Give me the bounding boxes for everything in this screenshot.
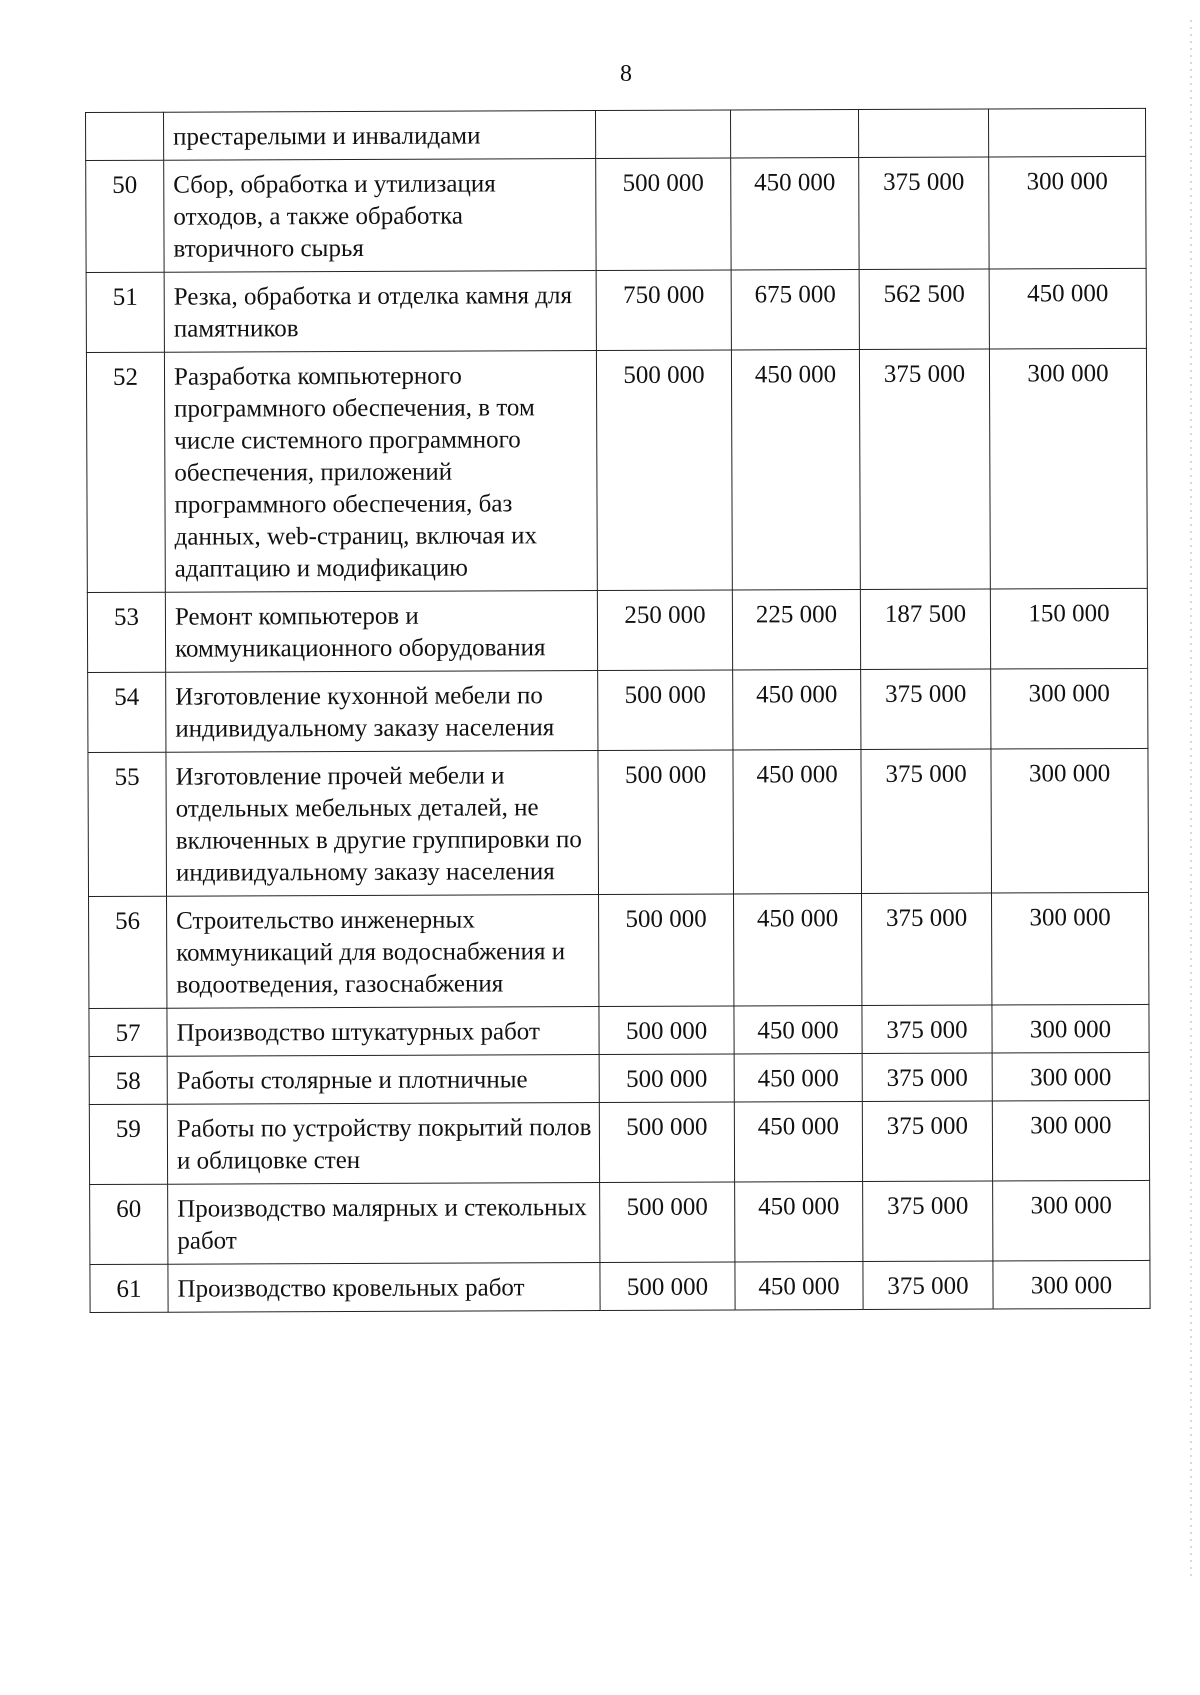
amount-cell-3: 375 000 <box>861 669 991 749</box>
amount-cell-1: 500 000 <box>600 1182 735 1263</box>
amount-cell-4: 300 000 <box>991 748 1149 893</box>
amount-cell-1: 500 000 <box>598 750 734 895</box>
amount-cell-3: 375 000 <box>862 1101 992 1181</box>
table-row <box>89 892 1149 1008</box>
amount-cell-2: 450 000 <box>734 1006 862 1054</box>
row-number-cell: 55 <box>88 752 167 896</box>
amount-cell-4: 300 000 <box>993 1260 1150 1309</box>
amount-cell-2: 450 000 <box>731 350 860 590</box>
activity-description-cell: Изготовление прочей мебели и отдельных мебельных деталей, не включенных в другие группировки по индивидуальному заказу населения <box>166 751 599 897</box>
activity-description-cell: Производство штукатурных работ <box>167 1007 599 1057</box>
table-row <box>88 748 1149 896</box>
amount-cell-3: 375 000 <box>862 893 992 1005</box>
activity-description-cell: Ремонт компьютеров и коммуникационного оборудования <box>165 591 597 673</box>
row-number-cell: 50 <box>86 160 164 272</box>
amount-cell-2: 225 000 <box>732 590 860 670</box>
scan-edge-artifact <box>1190 20 1192 1580</box>
table-row <box>89 1100 1149 1184</box>
row-number-cell <box>86 112 164 160</box>
amount-cell-4: 450 000 <box>989 268 1146 349</box>
amount-cell-3: 375 000 <box>859 349 990 589</box>
tariff-table <box>85 108 1151 1313</box>
amount-cell-2: 450 000 <box>734 1102 862 1182</box>
row-number-cell: 60 <box>90 1184 168 1264</box>
amount-cell-1: 500 000 <box>596 350 732 591</box>
amount-cell-3: 187 500 <box>860 589 990 669</box>
amount-cell-4: 300 000 <box>992 1004 1149 1053</box>
activity-description-cell: Изготовление кухонной мебели по индивидуальному заказу населения <box>166 671 598 753</box>
amount-cell-4: 300 000 <box>993 1180 1150 1261</box>
amount-cell-1: 500 000 <box>598 670 733 751</box>
amount-cell-4: 300 000 <box>991 668 1148 749</box>
page-number: 8 <box>620 61 632 87</box>
amount-cell-1: 500 000 <box>599 1102 734 1183</box>
amount-cell-1: 500 000 <box>599 1006 734 1055</box>
amount-cell-1: 500 000 <box>596 158 731 271</box>
amount-cell-4: 150 000 <box>990 588 1147 669</box>
amount-cell-3: 562 500 <box>859 269 989 349</box>
activity-description-cell: Работы по устройству покрытий полов и облицовке стен <box>167 1103 599 1185</box>
table-row <box>90 1180 1150 1264</box>
amount-cell-2: 450 000 <box>733 750 862 894</box>
row-number-cell: 56 <box>89 896 167 1008</box>
amount-cell-1: 500 000 <box>599 1054 734 1103</box>
row-number-cell: 52 <box>86 352 165 592</box>
row-number-cell: 58 <box>89 1056 167 1104</box>
amount-cell-4: 300 000 <box>992 1052 1149 1101</box>
table-row <box>89 1052 1149 1104</box>
table-row <box>86 108 1146 160</box>
row-number-cell: 57 <box>89 1008 167 1056</box>
amount-cell-2: 450 000 <box>734 894 862 1006</box>
amount-cell-1: 500 000 <box>599 894 734 1007</box>
amount-cell-3: 375 000 <box>861 749 992 893</box>
table-row <box>86 268 1146 352</box>
amount-cell-4: 300 000 <box>992 1100 1149 1181</box>
activity-description-cell: Работы столярные и плотничные <box>167 1055 599 1105</box>
table-row <box>87 588 1147 672</box>
amount-cell-4 <box>988 108 1145 157</box>
amount-cell-2: 450 000 <box>735 1262 863 1310</box>
amount-cell-3: 375 000 <box>862 1053 992 1101</box>
amount-cell-3: 375 000 <box>863 1261 993 1309</box>
table-row <box>90 1260 1150 1312</box>
amount-cell-3: 375 000 <box>862 1005 992 1053</box>
amount-cell-2: 450 000 <box>734 1054 862 1102</box>
amount-cell-2: 450 000 <box>735 1182 863 1262</box>
row-number-cell: 51 <box>86 272 164 352</box>
amount-cell-1 <box>595 110 730 159</box>
table-row <box>88 668 1148 752</box>
amount-cell-3: 375 000 <box>859 157 989 269</box>
row-number-cell: 61 <box>90 1264 168 1312</box>
table-row <box>86 156 1146 272</box>
amount-cell-1: 250 000 <box>597 590 732 671</box>
amount-cell-3: 375 000 <box>863 1181 993 1261</box>
table-row <box>86 348 1147 592</box>
amount-cell-2 <box>730 110 858 158</box>
amount-cell-3 <box>858 109 988 157</box>
activity-description-cell: престарелыми и инвалидами <box>164 111 596 161</box>
activity-description-cell: Разработка компьютерного программного обеспечения, в том числе системного программного обеспечения, приложений программного обеспечения, баз данных, web-страниц, включая их адаптацию и модификацию <box>164 351 597 593</box>
activity-description-cell: Производство кровельных работ <box>168 1263 600 1313</box>
amount-cell-4: 300 000 <box>989 156 1146 269</box>
amount-cell-2: 450 000 <box>733 670 861 750</box>
row-number-cell: 53 <box>87 592 165 672</box>
activity-description-cell: Строительство инженерных коммуникаций для водоснабжения и водоотведения, газоснабжения <box>167 895 599 1009</box>
row-number-cell: 59 <box>89 1104 167 1184</box>
row-number-cell: 54 <box>88 672 166 752</box>
activity-description-cell: Резка, обработка и отделка камня для памятников <box>164 271 596 353</box>
amount-cell-4: 300 000 <box>992 892 1149 1005</box>
table-row <box>89 1004 1149 1056</box>
amount-cell-1: 500 000 <box>600 1262 735 1311</box>
amount-cell-4: 300 000 <box>989 348 1147 589</box>
activity-description-cell: Производство малярных и стекольных работ <box>168 1183 600 1265</box>
amount-cell-2: 675 000 <box>731 270 859 350</box>
activity-description-cell: Сбор, обработка и утилизация отходов, а также обработка вторичного сырья <box>164 159 596 273</box>
amount-cell-1: 750 000 <box>596 270 731 351</box>
amount-cell-2: 450 000 <box>731 158 859 270</box>
